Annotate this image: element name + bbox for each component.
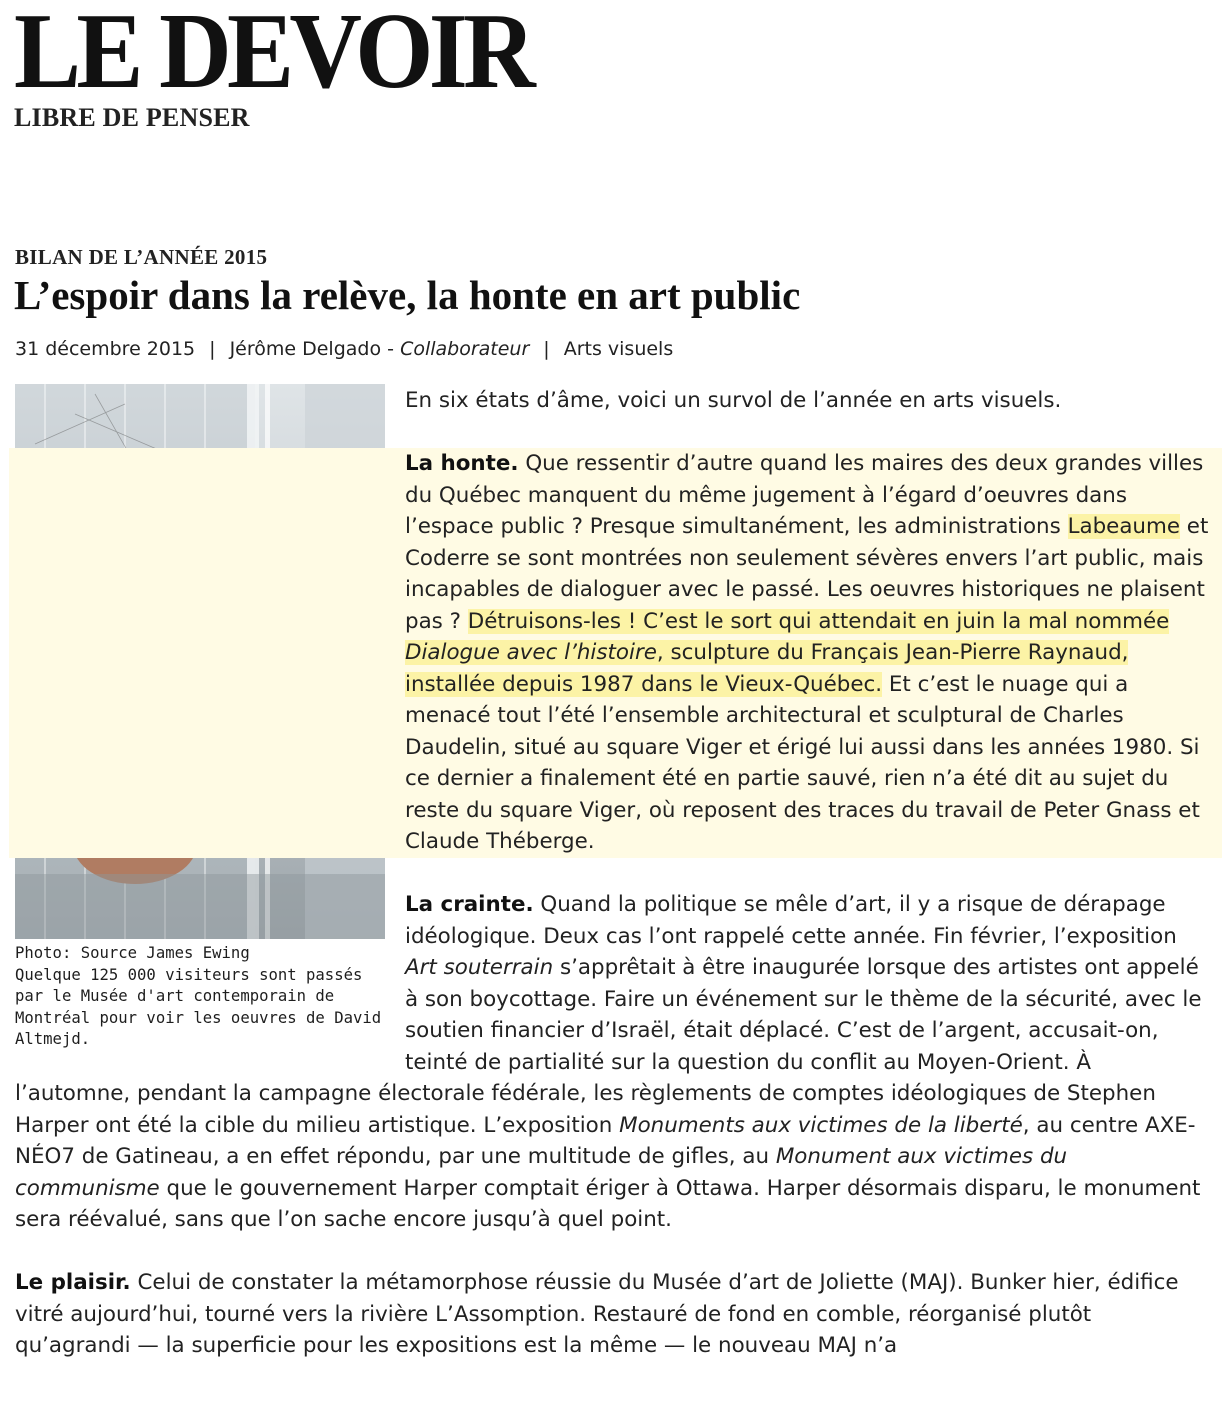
le-devoir-logo[interactable]: LE DEVOIR bbox=[14, 0, 532, 111]
paragraph-lead: La crainte. bbox=[405, 892, 534, 917]
article-headline: L’espoir dans la relève, la honte en art public bbox=[14, 272, 801, 318]
byline-separator: | bbox=[209, 338, 216, 360]
photo-caption-text: Quelque 125 000 visiteurs sont passés par le Musée d'art contemporain de Montréal pour voir les oeuvres de David Altmejd. bbox=[15, 965, 382, 1049]
article-author[interactable]: Jérôme Delgado bbox=[229, 338, 382, 360]
photo-credit: Photo: Source James Ewing bbox=[15, 944, 250, 962]
article-byline bbox=[15, 336, 673, 362]
paragraph-la-crainte: La crainte. Quand la politique se mêle d’art, il y a risque de dérapage idéologique. Deux cas l’ont rappelé cette année. Fin février, l’exposition Art souterrain s’apprêtait à être inaugurée lorsque des artistes ont appelé à son boycottage. Faire un événement sur le thème de la sécurité, avec le soutien financier d’Israël, était déplacé. C’est de l’argent, accusait-on, teinté de partialité sur la question du conflit au Moyen-Orient. À l’automne, pendant la campagne électorale fédérale, les règlements de comptes idéologiques de Stephen Harper ont été la cible du milieu artistique. L’exposition Monuments aux victimes de la liberté, au centre AXE-NÉO7 de Gatineau, a en effet répondu, par une multitude de gifles, au Monument aux victimes du communisme que le gouvernement Harper comptait ériger à Ottawa. Harper désormais disparu, le monument sera réévalué, sans que l’on sache encore jusqu’à quel point. bbox=[15, 892, 1202, 1232]
article-intro: En six états d’âme, voici un survol de l’année en arts visuels. bbox=[405, 388, 1062, 413]
paragraph-lead: La honte. bbox=[405, 451, 519, 476]
paragraph-lead: Le plaisir. bbox=[15, 1270, 131, 1295]
article-date: 31 décembre 2015 bbox=[15, 338, 196, 360]
article-kicker: BILAN DE L’ANNÉE 2015 bbox=[15, 245, 268, 269]
masthead-tagline: LIBRE DE PENSER bbox=[14, 103, 250, 132]
byline-separator: | bbox=[543, 338, 550, 360]
paragraph-le-plaisir: Le plaisir. Celui de constater la métamorphose réussie du Musée d’art de Joliette (MAJ). Bunker hier, édifice vitré aujourd’hui, tourné vers la rivière L’Assomption. Restauré de fond en comble, réorganisé plutôt qu’agrandi — la superficie pour les expositions est la même — le nouveau MAJ n’a bbox=[15, 1270, 1179, 1358]
highlight-labeaume[interactable]: Labeaume bbox=[1067, 514, 1180, 539]
highlight-passage[interactable]: Détruisons-les ! C’est le sort qui attendait en juin la mal nommée Dialogue avec l’histoire, sculpture du Français Jean-Pierre Raynaud, installée depuis 1987 dans le Vieux-Québec. bbox=[405, 608, 1170, 697]
article-body bbox=[15, 384, 1210, 1393]
masthead bbox=[14, 0, 570, 132]
author-role: Collaborateur bbox=[400, 338, 530, 360]
paragraph-la-honte: La honte. Que ressentir d’autre quand les maires des deux grandes villes du Québec manquent du même jugement à l’égard d’oeuvres dans l’espace public ? Presque simultanément, les administrations Labeaume et Coderre se sont montrées non seulement sévères envers l’art public, mais incapables de dialoguer avec le passé. Les oeuvres historiques ne plaisent pas ? Détruisons-les ! C’est le sort qui attendait en juin la mal nommée Dialogue avec l’histoire, sculpture du Français Jean-Pierre Raynaud, installée depuis 1987 dans le Vieux-Québec. Et c’est le nuage qui a menacé tout l’été l’ensemble architectural et sculptural de Charles Daudelin, situé au square Viger et érigé lui aussi dans les années 1980. Si ce dernier a finalement été en partie sauvé, rien n’a été dit au sujet du reste du square Viger, où reposent des traces du travail de Peter Gnass et Claude Théberge. bbox=[15, 448, 1222, 858]
byline-dash: - bbox=[387, 338, 395, 360]
article-section[interactable]: Arts visuels bbox=[563, 338, 674, 360]
